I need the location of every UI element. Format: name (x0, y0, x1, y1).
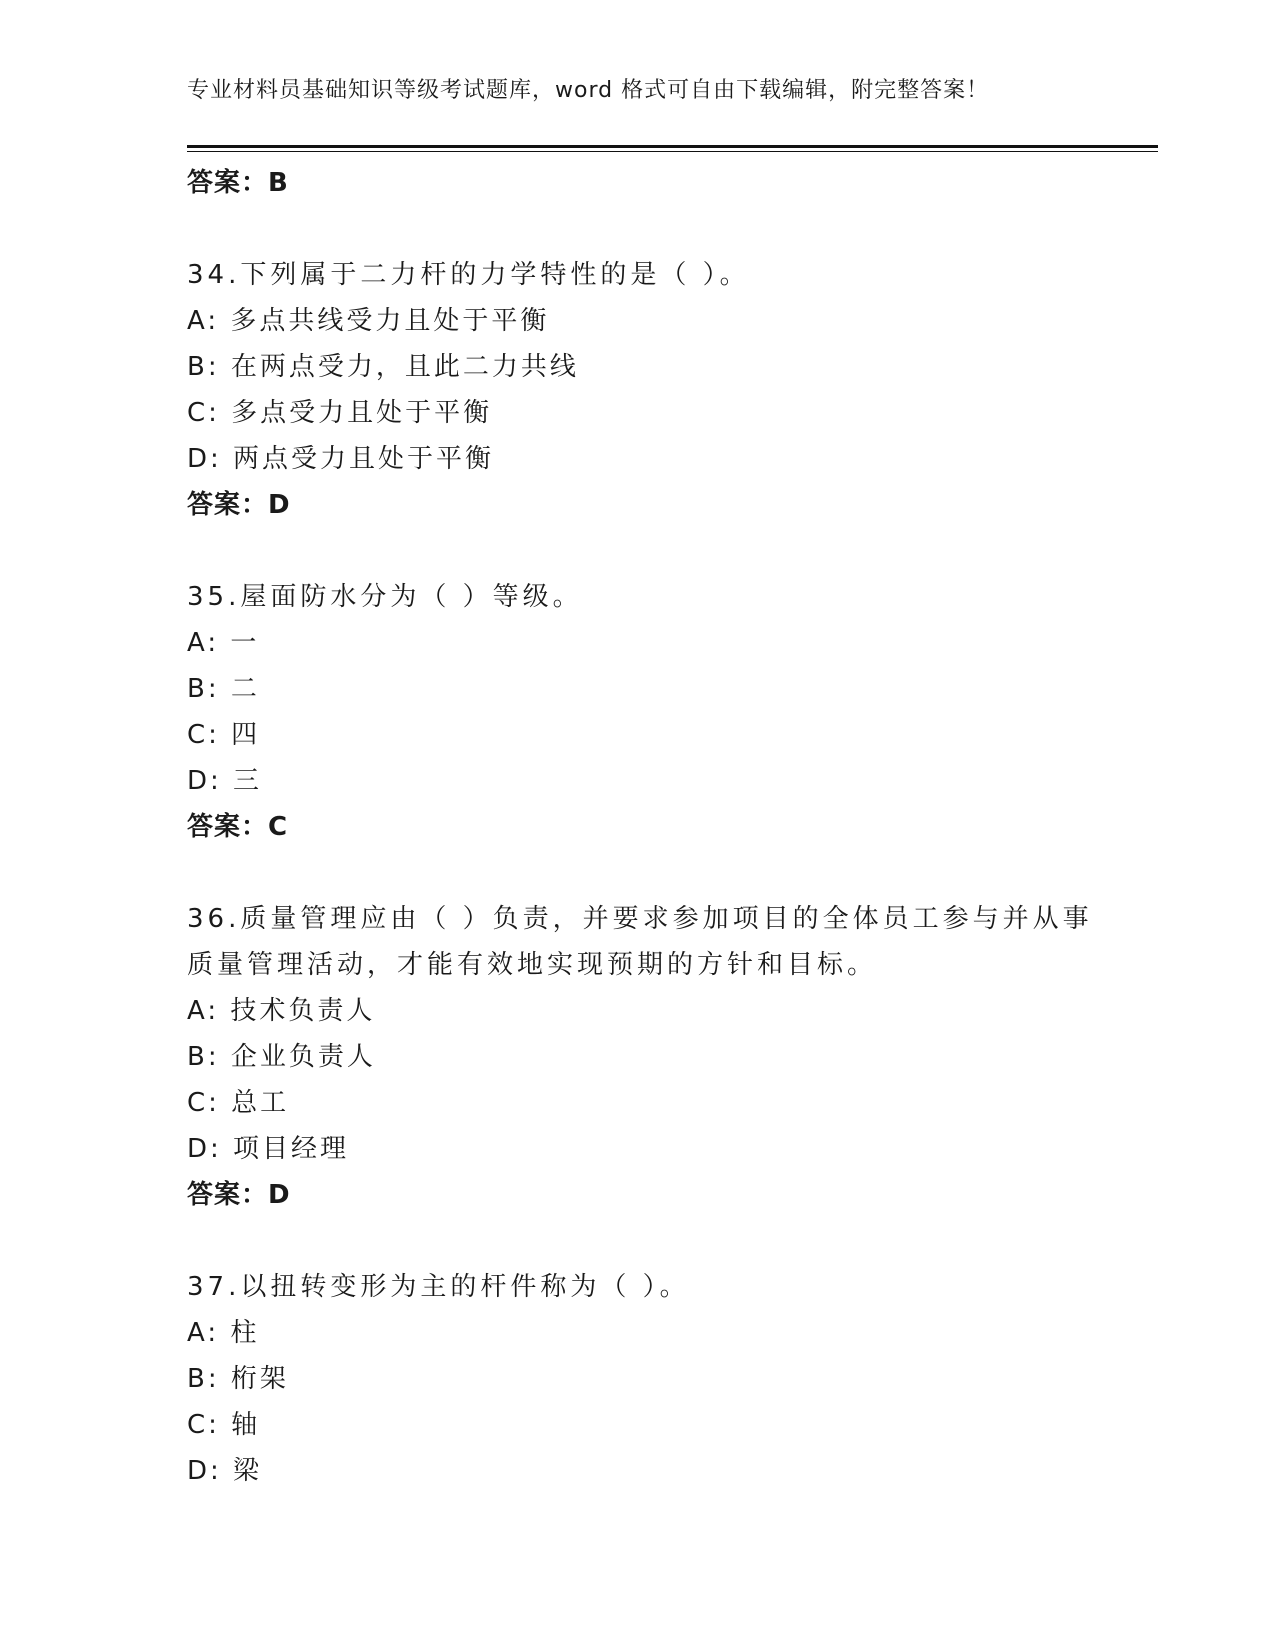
answer: 答案：D (187, 490, 291, 520)
spacer (187, 1218, 1087, 1264)
spacer (187, 206, 1087, 252)
header-rule-thin (187, 151, 1158, 152)
page-header: 专业材料员基础知识等级考试题库，word 格式可自由下载编辑，附完整答案！ (187, 78, 990, 103)
option-d: D: 梁 (187, 1456, 263, 1486)
answer: 答案：D (187, 1180, 291, 1210)
question-list (187, 160, 1093, 1494)
previous-answer: 答案：B (187, 168, 289, 198)
option-a: A: 柱 (187, 1318, 260, 1348)
option-b: B: 在两点受力，且此二力共线 (187, 352, 579, 382)
option-d: D: 三 (187, 766, 263, 796)
option-d: D: 项目经理 (187, 1134, 350, 1164)
spacer (187, 528, 1087, 574)
question-stem-line-2: 质量管理活动，才能有效地实现预期的方针和目标。 (187, 950, 878, 980)
spacer (187, 850, 1087, 896)
answer: 答案：C (187, 812, 289, 842)
option-d: D: 两点受力且处于平衡 (187, 444, 495, 474)
question-36 (187, 896, 1093, 1218)
question-34 (187, 252, 1087, 528)
question-stem: 35.屋面防水分为（ ）等级。 (187, 582, 583, 612)
option-c: C: 轴 (187, 1410, 261, 1440)
option-b: B: 桁架 (187, 1364, 289, 1394)
question-stem: 34.下列属于二力杆的力学特性的是（ ）。 (187, 260, 750, 290)
question-37 (187, 1264, 1087, 1494)
option-b: B: 企业负责人 (187, 1042, 376, 1072)
header-rule-thick (187, 145, 1158, 148)
question-35 (187, 574, 1087, 850)
option-b: B: 二 (187, 674, 260, 704)
option-a: A: 一 (187, 628, 260, 658)
option-c: C: 总工 (187, 1088, 290, 1118)
option-a: A: 多点共线受力且处于平衡 (187, 306, 550, 336)
question-stem: 37.以扭转变形为主的杆件称为（ ）。 (187, 1272, 690, 1302)
option-a: A: 技术负责人 (187, 996, 376, 1026)
question-stem-line-1: 36.质量管理应由（ ）负责，并要求参加项目的全体员工参与并从事 (187, 904, 1093, 934)
option-c: C: 多点受力且处于平衡 (187, 398, 493, 428)
option-c: C: 四 (187, 720, 261, 750)
